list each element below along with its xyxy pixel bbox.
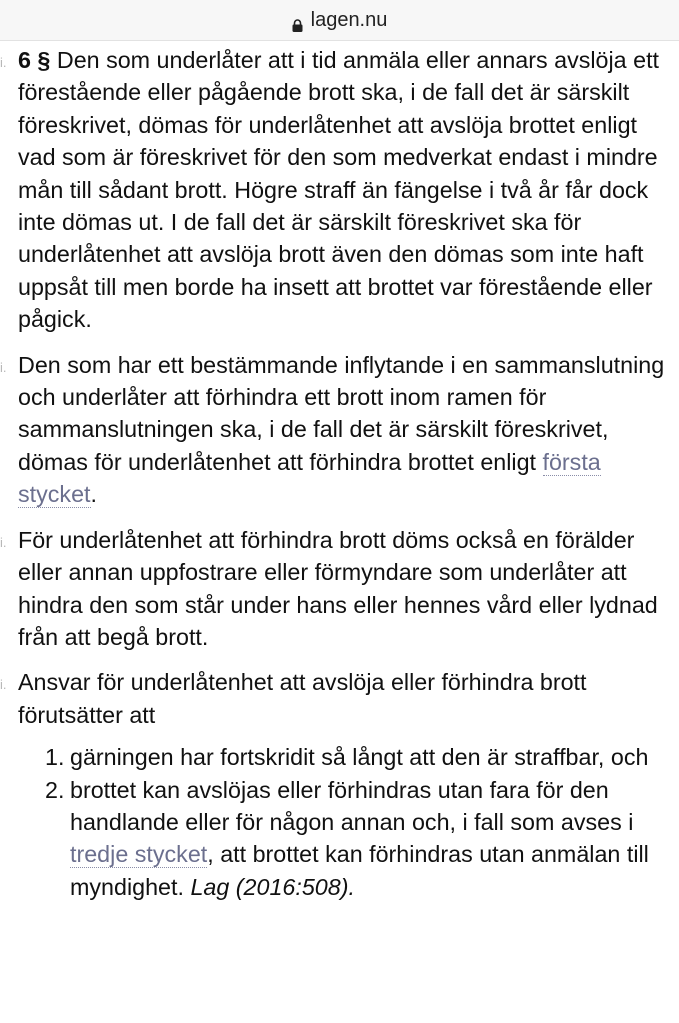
- paragraph-text-end: .: [90, 481, 97, 508]
- address-bar[interactable]: [0, 0, 679, 41]
- url-text: lagen.nu: [310, 8, 388, 31]
- paragraph-marker[interactable]: i.: [0, 534, 7, 550]
- paragraph-marker[interactable]: i.: [0, 677, 7, 693]
- link-forsta-stycket[interactable]: första stycket: [18, 448, 601, 508]
- list-item: [0, 774, 679, 904]
- paragraph-text: För underlåtenhet att förhindra brott döms också en förälder eller annan uppfostrare eller förmyndare som underlåter att hindra den som står under hans eller hennes vård eller lydnad från att begå brott.: [18, 526, 658, 650]
- lock-icon: [292, 15, 303, 28]
- paragraph-text: Den som har ett bestämmande inflytande i en sammanslutning och underlåter att förhindra ett brott inom ramen för sammanslutningen ska, i de fall det är särskilt föreskrivet, dömas för underlåtenhet att förhindra brottet enligt: [18, 351, 665, 475]
- paragraph-3: [0, 524, 679, 654]
- list-number: 1.: [45, 744, 65, 771]
- list-number: 2.: [45, 776, 65, 803]
- paragraph-2: [0, 349, 679, 511]
- paragraph-4: [0, 666, 679, 731]
- paragraph-text: Ansvar för underlåtenhet att avslöja eller förhindra brott förutsätter att: [18, 669, 587, 728]
- law-reference: Lag (2016:508).: [190, 873, 355, 900]
- section-label: 6 §: [18, 47, 51, 73]
- law-text: [0, 44, 679, 903]
- condition-list: [0, 741, 679, 903]
- list-item-text-end: , att brottet kan förhindras utan anmälan till myndighet.: [70, 841, 649, 900]
- paragraph-text: Den som underlåter att i tid anmäla eller annars avslöja ett förestående eller pågående brott ska, i de fall det är särskilt föreskrivet, dömas för underlåtenhet att avslöja brottet enligt vad som är föreskrivet för den som medverkat endast i mindre mån till sådant brott. Högre straff än fängelse i två år får dock inte dömas ut. I de fall det är särskilt föreskrivet ska för underlåtenhet att avslöja brott även den dömas som inte haft uppsåt till men borde ha insett att brottet var förestående eller pågick.: [18, 47, 660, 333]
- link-tredje-stycket[interactable]: tredje stycket: [70, 841, 208, 868]
- paragraph-marker[interactable]: i.: [0, 55, 7, 70]
- list-item: [0, 741, 679, 773]
- paragraph-marker[interactable]: i.: [0, 359, 7, 375]
- list-item-text: brottet kan avslöjas eller förhindras utan fara för den handlande eller för någon annan och, i fall som avses i: [70, 776, 634, 835]
- list-item-text: gärningen har fortskridit så långt att den är straffbar, och: [70, 744, 649, 771]
- paragraph-1: [0, 44, 679, 336]
